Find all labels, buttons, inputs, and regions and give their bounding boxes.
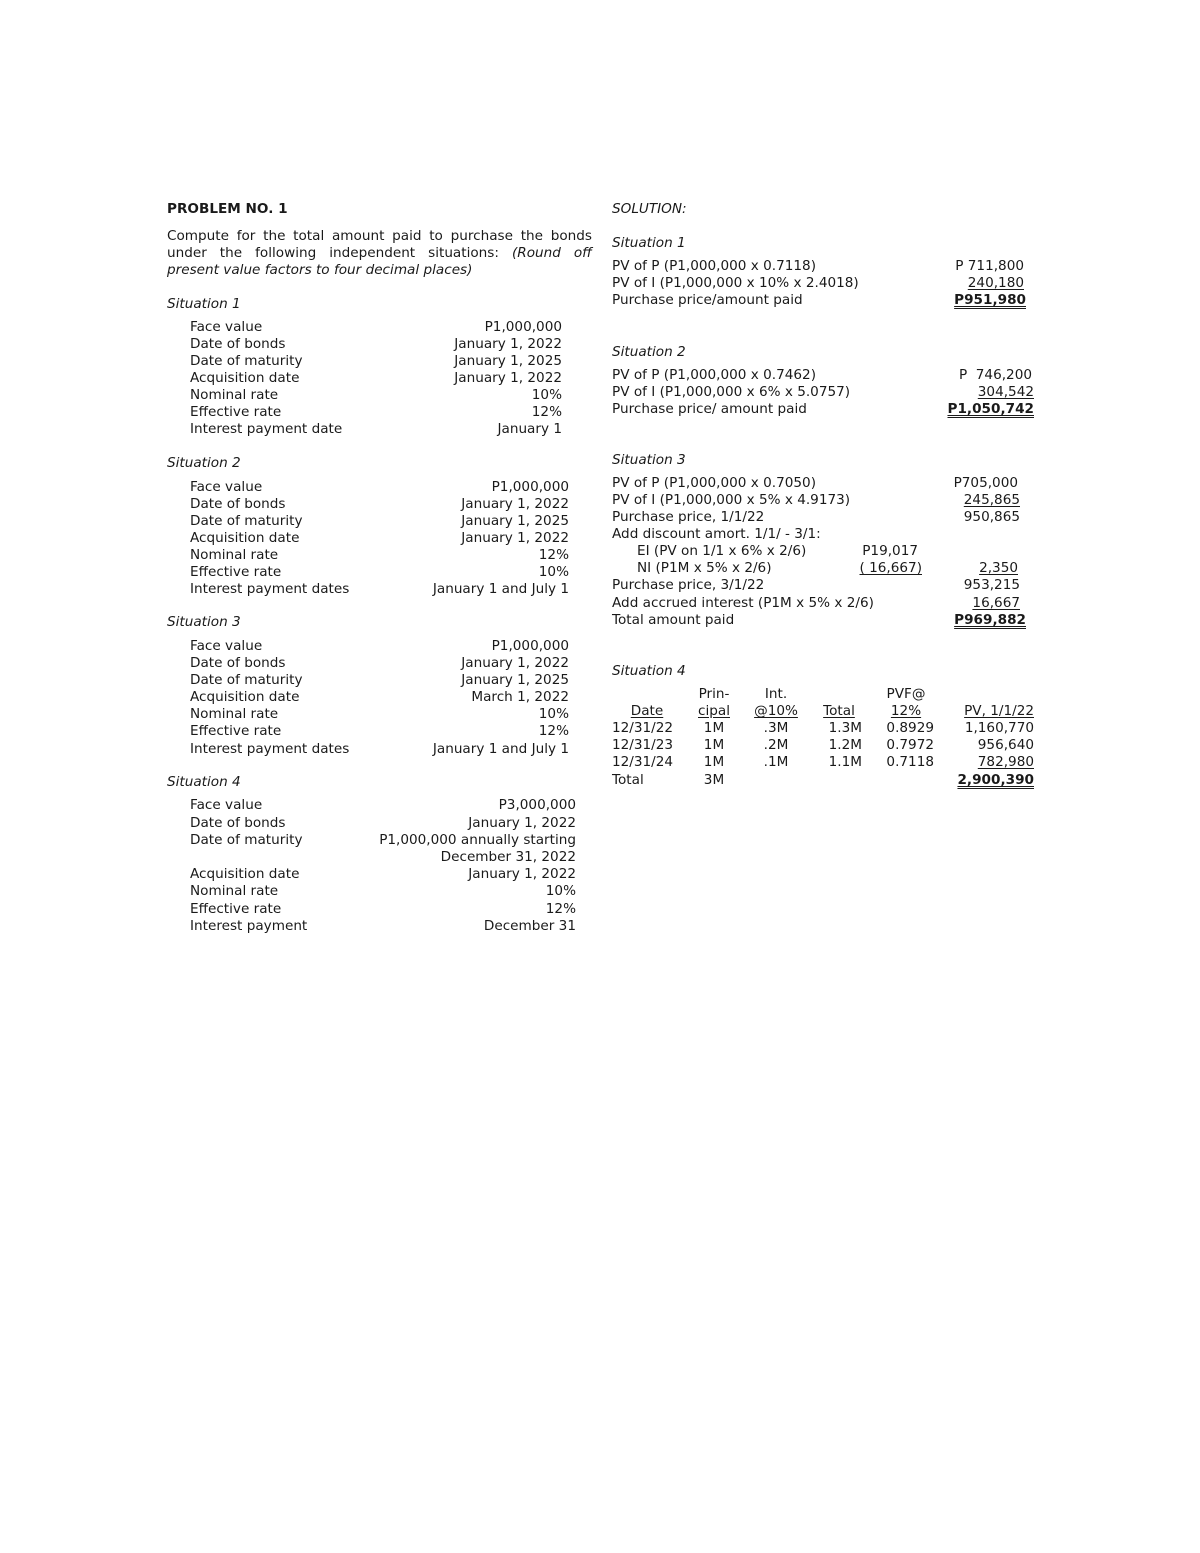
s4-label-effective-rate: Effective rate — [190, 901, 282, 917]
sol3-ei-value: P19,017 — [862, 543, 918, 559]
table-row-2-total: 1.2M — [828, 737, 862, 753]
s3-label-date-of-maturity: Date of maturity — [190, 672, 303, 688]
s2-label-effective-rate: Effective rate — [190, 564, 282, 580]
s4-value-effective-rate: 12% — [545, 901, 576, 917]
col-header-pvf: 12% — [890, 703, 922, 719]
sol1-pv-interest-label: PV of I (P1,000,000 x 10% x 2.4018) — [612, 275, 859, 291]
s1-label-nominal-rate: Nominal rate — [190, 387, 279, 403]
s2-value-date-of-maturity: January 1, 2025 — [461, 513, 569, 529]
s1-label-effective-rate: Effective rate — [190, 404, 282, 420]
table-row-1-date: 12/31/22 — [612, 720, 674, 736]
sol3-ei-label: EI (PV on 1/1 x 6% x 2/6) — [637, 543, 807, 559]
sol3-purchase-price-value: 950,865 — [963, 509, 1020, 525]
sol3-ni-value: ( 16,667) — [859, 560, 922, 576]
sol2-pv-interest-value: 304,542 — [977, 384, 1034, 400]
sol3-total-paid-value: P969,882 — [954, 612, 1026, 628]
solution-situation-3-heading: Situation 3 — [612, 452, 686, 468]
solution-situation-1-heading: Situation 1 — [612, 235, 686, 251]
s1-value-acquisition-date: January 1, 2022 — [454, 370, 562, 386]
table-total-principal: 3M — [703, 772, 725, 788]
s4-label-date-of-bonds: Date of bonds — [190, 815, 286, 831]
s1-value-effective-rate: 12% — [531, 404, 562, 420]
sol1-pv-principal-label: PV of P (P1,000,000 x 0.7118) — [612, 258, 816, 274]
table-row-1-total: 1.3M — [828, 720, 862, 736]
problem-situation-1-heading: Situation 1 — [167, 296, 241, 312]
s4-label-face-value: Face value — [190, 797, 263, 813]
s4-value-face-value: P3,000,000 — [498, 797, 576, 813]
s3-value-face-value: P1,000,000 — [491, 638, 569, 654]
sol2-purchase-price-value: P1,050,742 — [947, 401, 1034, 417]
s2-value-effective-rate: 10% — [538, 564, 569, 580]
table-row-3-pvf: 0.7118 — [886, 754, 934, 770]
s3-label-interest-payment: Interest payment dates — [190, 741, 350, 757]
col-header-pvf-top: PVF@ — [886, 686, 926, 702]
problem-instructions — [167, 228, 592, 280]
sol3-pv-principal-label: PV of P (P1,000,000 x 0.7050) — [612, 475, 816, 491]
instructions-note: (Round off present value factors to four decimal places) — [167, 245, 592, 279]
table-row-3-total: 1.1M — [828, 754, 862, 770]
solution-title: SOLUTION: — [612, 201, 687, 217]
sol2-pv-principal-label: PV of P (P1,000,000 x 0.7462) — [612, 367, 816, 383]
sol3-pv-principal-value: P705,000 — [953, 475, 1018, 491]
solution-situation-2-heading: Situation 2 — [612, 344, 686, 360]
s4-value-acquisition-date: January 1, 2022 — [468, 866, 576, 882]
table-total-label: Total — [612, 772, 644, 788]
s1-value-date-of-bonds: January 1, 2022 — [454, 336, 562, 352]
sol3-pv-interest-label: PV of I (P1,000,000 x 5% x 4.9173) — [612, 492, 851, 508]
table-row-2-pvf: 0.7972 — [886, 737, 934, 753]
table-row-1-interest: .3M — [763, 720, 789, 736]
table-row-3-principal: 1M — [703, 754, 725, 770]
col-header-interest-top: Int. — [764, 686, 788, 702]
s4-label-nominal-rate: Nominal rate — [190, 883, 279, 899]
solution-situation-4-heading: Situation 4 — [612, 663, 686, 679]
s2-value-nominal-rate: 12% — [538, 547, 569, 563]
s3-value-date-of-maturity: January 1, 2025 — [461, 672, 569, 688]
s1-label-face-value: Face value — [190, 319, 263, 335]
col-header-interest: @10% — [754, 703, 798, 719]
s3-value-acquisition-date: March 1, 2022 — [471, 689, 569, 705]
sol2-pv-principal-value: P 746,200 — [958, 367, 1032, 383]
sol3-purchase-price-label: Purchase price, 1/1/22 — [612, 509, 765, 525]
sol3-discount-amort-label: Add discount amort. 1/1/ - 3/1: — [612, 526, 821, 542]
s1-label-acquisition-date: Acquisition date — [190, 370, 300, 386]
s1-label-date-of-bonds: Date of bonds — [190, 336, 286, 352]
s3-value-effective-rate: 12% — [538, 723, 569, 739]
sol1-purchase-price-label: Purchase price/amount paid — [612, 292, 803, 308]
s1-label-date-of-maturity: Date of maturity — [190, 353, 303, 369]
s2-label-acquisition-date: Acquisition date — [190, 530, 300, 546]
s3-label-face-value: Face value — [190, 638, 263, 654]
s2-value-interest-payment: January 1 and July 1 — [432, 581, 569, 597]
table-row-2-date: 12/31/23 — [612, 737, 674, 753]
table-row-2-pv: 956,640 — [977, 737, 1034, 753]
s4-label-interest-payment: Interest payment — [190, 918, 308, 934]
instructions-text: Compute for the total amount paid to purchase the bonds under the following independent situations: — [167, 228, 592, 262]
s3-value-nominal-rate: 10% — [538, 706, 569, 722]
s2-value-date-of-bonds: January 1, 2022 — [461, 496, 569, 512]
col-header-principal-top: Prin- — [698, 686, 730, 702]
table-row-3-date: 12/31/24 — [612, 754, 674, 770]
s3-value-date-of-bonds: January 1, 2022 — [461, 655, 569, 671]
sol3-accrued-interest-label: Add accrued interest (P1M x 5% x 2/6) — [612, 595, 874, 611]
sol2-purchase-price-label: Purchase price/ amount paid — [612, 401, 807, 417]
sol1-purchase-price-value: P951,980 — [954, 292, 1026, 308]
s4-value-nominal-rate: 10% — [545, 883, 576, 899]
s4-value-date-of-bonds: January 1, 2022 — [468, 815, 576, 831]
col-header-principal: cipal — [698, 703, 730, 719]
s2-value-face-value: P1,000,000 — [491, 479, 569, 495]
s4-value-interest-payment: December 31 — [483, 918, 576, 934]
sol3-ni-label: NI (P1M x 5% x 2/6) — [637, 560, 772, 576]
table-row-1-pvf: 0.8929 — [886, 720, 934, 736]
s2-label-date-of-maturity: Date of maturity — [190, 513, 303, 529]
s1-value-nominal-rate: 10% — [531, 387, 562, 403]
sol3-accrued-interest-value: 16,667 — [972, 595, 1020, 611]
sol1-pv-interest-value: 240,180 — [967, 275, 1024, 291]
s4-value-maturity-continued: December 31, 2022 — [440, 849, 576, 865]
s2-value-acquisition-date: January 1, 2022 — [461, 530, 569, 546]
s1-value-date-of-maturity: January 1, 2025 — [454, 353, 562, 369]
col-header-pv: PV, 1/1/22 — [964, 703, 1034, 719]
problem-situation-2-heading: Situation 2 — [167, 455, 241, 471]
s3-label-date-of-bonds: Date of bonds — [190, 655, 286, 671]
sol1-pv-principal-value: P 711,800 — [955, 258, 1024, 274]
s1-value-face-value: P1,000,000 — [484, 319, 562, 335]
sol3-pv-interest-value: 245,865 — [963, 492, 1020, 508]
sol3-purchase-price-mar-value: 953,215 — [963, 577, 1020, 593]
s3-label-effective-rate: Effective rate — [190, 723, 282, 739]
s4-value-date-of-maturity: P1,000,000 annually starting — [379, 832, 576, 848]
col-header-date: Date — [630, 703, 664, 719]
s3-label-nominal-rate: Nominal rate — [190, 706, 279, 722]
table-row-1-principal: 1M — [703, 720, 725, 736]
sol3-purchase-price-mar-label: Purchase price, 3/1/22 — [612, 577, 765, 593]
s4-label-acquisition-date: Acquisition date — [190, 866, 300, 882]
problem-situation-4-heading: Situation 4 — [167, 774, 241, 790]
problem-situation-3-heading: Situation 3 — [167, 614, 241, 630]
s1-value-interest-payment: January 1 — [497, 421, 562, 437]
table-row-2-principal: 1M — [703, 737, 725, 753]
table-row-2-interest: .2M — [763, 737, 789, 753]
s2-label-date-of-bonds: Date of bonds — [190, 496, 286, 512]
sol2-pv-interest-label: PV of I (P1,000,000 x 6% x 5.0757) — [612, 384, 851, 400]
table-row-3-pv: 782,980 — [977, 754, 1034, 770]
sol3-amort-net-value: 2,350 — [979, 560, 1018, 576]
s3-value-interest-payment: January 1 and July 1 — [432, 741, 569, 757]
s3-label-acquisition-date: Acquisition date — [190, 689, 300, 705]
table-total-pv: 2,900,390 — [957, 772, 1034, 788]
col-header-total: Total — [823, 703, 855, 719]
table-row-1-pv: 1,160,770 — [964, 720, 1034, 736]
table-row-3-interest: .1M — [763, 754, 789, 770]
s2-label-interest-payment: Interest payment dates — [190, 581, 350, 597]
sol3-total-paid-label: Total amount paid — [612, 612, 735, 628]
s2-label-nominal-rate: Nominal rate — [190, 547, 279, 563]
s4-label-date-of-maturity: Date of maturity — [190, 832, 303, 848]
problem-title: PROBLEM NO. 1 — [167, 201, 288, 217]
s1-label-interest-payment: Interest payment date — [190, 421, 343, 437]
s2-label-face-value: Face value — [190, 479, 263, 495]
